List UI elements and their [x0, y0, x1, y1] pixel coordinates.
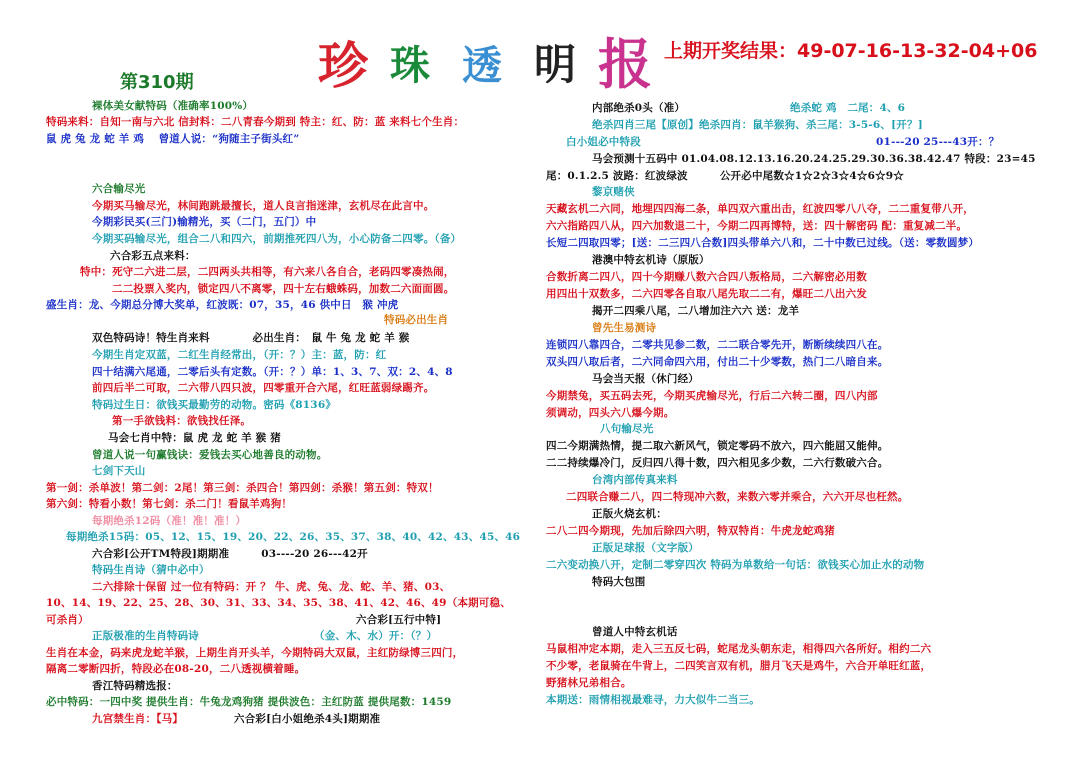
left-line-19: 曾道人说一句赢钱诀：爱钱去买心地善良的动物。: [92, 449, 328, 461]
right-line-7: 黎京赌侠: [592, 186, 635, 198]
right-line-12: 合数折离二四八，四十今期赚八数六合四八叛格局，二六解密必用数: [546, 271, 867, 283]
left-line-23: 每期绝杀12码（准！准！准！）: [92, 515, 247, 527]
right-line-33: 不少零，老鼠骑在牛背上，二四笑言双有机，腊月飞天是鸡牛，六合开单旺红蓝，: [546, 660, 932, 672]
title-char-3: 透: [462, 42, 502, 89]
title-char-4: 明: [534, 40, 577, 89]
left-line-6: 今期买码输尽光，组合二八和四六，前期推死四八为，小心防备二四零。（备）: [92, 233, 462, 245]
right-line-27: 二八二四今期现，先加后除四六明，特双特肖：牛虎龙蛇鸡猪: [546, 525, 835, 537]
right-line-22: 四二今期满热情，提二取六新风气，锁定零码不放六，四六能屈又能伸。: [546, 440, 889, 452]
right-line-2: 绝杀四肖三尾【原创】绝杀四肖：鼠羊猴狗、杀三尾：3-5-6、[开？]: [592, 119, 923, 131]
left-line-3: 六合输尽光: [92, 183, 146, 195]
left-line-24: 每期绝杀15码：05、12、15、19、20、22、26、35、37、38、40、42、43、45、46: [66, 531, 521, 543]
left-line-26: 特码生肖诗（猜中必中）: [92, 564, 210, 576]
right-line-31: 曾道人中特玄机话: [592, 626, 678, 638]
left-line-9: 二二投票入奖内，锁定四八不离零，四十左右蛾蛛码，加数二六面面圆。: [112, 283, 455, 295]
left-line-5: 今期彩民买(三门)输精光，买（二门，五门）中: [92, 216, 317, 228]
right-line-25: 二四联合赚二八，四二特现冲六数，来数六零并乘合，六六开尽也枉然。: [566, 491, 909, 503]
right-line-24: 台湾内部传真来料: [592, 474, 678, 486]
left-line-14: 四十结满六尾通，二零后头有定数。（开：？）单：1、3、7、双：2、4、8: [92, 366, 453, 378]
right-line-32: 马鼠相冲定本期，走入三五反七码，蛇尾龙头朝东走，相得四六各所好。相约二六: [546, 643, 932, 655]
left-line-13: 今期生肖定双蓝，二红生肖经常出，（开：？）主：蓝，防：红: [92, 349, 387, 361]
left-line-38: 六合彩[白小姐绝杀4头]期期准: [234, 713, 381, 725]
title-char-1: 珍: [318, 36, 368, 95]
right-line-11: 港澳中特玄机诗（原版）: [592, 254, 710, 266]
left-line-4: 今期买马输尽光，林间跑跳最擅长，道人良言指迷津，玄机尽在此言中。: [92, 200, 435, 212]
right-line-6: 尾：0.1.2.5 波路：红波绿波 公开必中尾数☆1☆2☆3☆4☆6☆9☆: [546, 170, 904, 182]
left-line-31: 正版极准的生肖特码诗: [92, 630, 199, 642]
left-line-25: 六合彩[公开TM特段]期期准 03----20 26---42开: [92, 548, 368, 560]
title-char-2: 珠: [390, 42, 430, 89]
issue-number: 第310期: [120, 72, 194, 93]
right-line-16: 连锁四八靠四合，二零共见参二数，二二联合零先开，断断续续四八在。: [546, 339, 889, 351]
right-line-3: 白小姐必中特段: [566, 136, 641, 148]
right-line-20: 须调动，四头六八爆今期。: [546, 407, 675, 419]
right-line-1: 绝杀蛇 鸡 二尾：4、6: [790, 102, 906, 114]
right-line-13: 用四出十双数多，二六四零各自取八尾先取二二有，爆旺二八出六发: [546, 288, 867, 300]
left-line-28: 10、14、19、22、25、28、30、31、33、34、35、38、41、42、46、49（本期可稳、: [46, 597, 511, 609]
left-line-30: 六合彩[五行中特]: [356, 614, 442, 626]
left-line-34: 隔离二零断四折，特段必在08-20，二八透视横着睡。: [46, 663, 306, 675]
right-line-28: 正版足球报（文字版）: [592, 542, 699, 554]
left-line-35: 香江特码精选报：: [92, 680, 178, 692]
right-line-29: 二六变动换八开，定制二零穿四次 特码为单数给一句话：欲钱买心加止水的动物: [546, 559, 925, 571]
left-line-7: 六合彩五点来料：: [110, 250, 196, 262]
left-line-8: 特中：死守二六进二层，二四两头共相等，有六来八各自合，老码四零凑热闹，: [80, 266, 455, 278]
left-line-20: 七剑下天山: [92, 465, 146, 477]
right-line-18: 马会当天报（休门经）: [592, 373, 699, 385]
left-line-2: 鼠 虎 兔 龙 蛇 羊 鸡 曾道人说：“狗随主子街头红”: [46, 133, 300, 145]
right-line-35: 本期送：雨情相视最难寻，力大似牛二当三。: [546, 694, 760, 706]
left-line-29: 可杀肖）: [46, 614, 89, 626]
right-line-5: 马会预测十五码中 01.04.08.12.13.16.20.24.25.29.30.36.38.42.47 特段：23=45: [592, 153, 1036, 165]
right-line-14: 揭开二四乘八尾，二八增加注六六 送：龙羊: [592, 305, 800, 317]
left-line-12: 双色特码诗！特生肖来料 必出生肖： 鼠 牛 兔 龙 蛇 羊 猴: [92, 332, 410, 344]
left-line-37: 九宫禁生肖：【马】: [92, 713, 184, 725]
right-line-0: 内部绝杀0头（准）: [592, 102, 686, 114]
left-line-27: 二六排除十保留 过一位有特码：开 ？ 牛、虎、兔、龙、蛇、羊、猪、03、: [92, 581, 451, 593]
right-line-9: 六六指路四八从，四六加数退二十，今期二四再博特，送：四十解密码 配：重复减二半。: [546, 220, 968, 232]
last-result: 上期开奖结果：49-07-16-13-32-04+06: [664, 40, 1038, 62]
left-line-18: 马会七肖中特：鼠 虎 龙 蛇 羊 猴 猪: [108, 432, 281, 444]
right-line-19: 今期禁兔，买五码去死，今期买虎输尽光，行后二六转二圈，四八内部: [546, 390, 878, 402]
left-line-11: 特码必出生肖: [384, 314, 449, 326]
right-line-17: 双头四八取后者，二六同命四六用，付出二十少零数，热门二八暗自来。: [546, 356, 889, 368]
left-line-10: 盛生肖：龙、今期总分博大奖单，红波既：07，35，46 供中日 猴 冲虎: [46, 299, 399, 311]
left-line-21: 第一剑：杀单波！第二剑：2尾！第三剑：杀四合！第四剑：杀猴！第五剑：特双！: [46, 482, 439, 494]
left-line-36: 必中特码：一四中奖 提供生肖：牛兔龙鸡狗猪 提供波色：主红防蓝 提供尾数：1459: [46, 696, 452, 708]
right-line-23: 二二持续爆冷门，反归四八得十数，四六相见多少数，二六行数破六合。: [546, 457, 889, 469]
right-line-30: 特码大包围: [592, 576, 646, 588]
right-line-10: 长短二四取四零；[送：二三四八合数]四头带单六八和，二十中数已过线。（送：零数圆梦）: [546, 237, 980, 249]
left-line-16: 特码过生日：欲钱买最勤劳的动物。密码《8136》: [92, 399, 337, 411]
left-line-33: 生肖在本金，码来虎龙蛇羊猴，上期生肖开头羊，今期特码大双鼠，主红防绿博三四门，: [46, 647, 464, 659]
right-line-8: 天藏玄机二六同，地埋四四海二条，单四双六重出击，红波四零八八夺，二二重复带八开，: [546, 203, 974, 215]
left-line-17: 第一手欲钱料：欲钱找任泽。: [112, 415, 252, 427]
right-line-21: 八句输尽光: [600, 423, 654, 435]
left-line-22: 第六剑：特看小数！第七剑：杀二门！看鼠羊鸡狗！: [46, 498, 293, 510]
right-line-4: 01---20 25---43开：？: [876, 136, 1000, 148]
right-line-26: 正版火烧玄机：: [592, 508, 667, 520]
left-line-1: 特码来料：自知一南与六北 信封料：二八青春今期到 特主：红、防：蓝 来料七个生肖：: [46, 116, 465, 128]
left-line-15: 前四后半二可取，二六带八四只波，四零重开合六尾，红旺蓝弱绿踢齐。: [92, 382, 435, 394]
title-char-5: 报: [598, 32, 652, 96]
right-line-15: 曾先生易测诗: [592, 322, 657, 334]
left-line-0: 裸体美女献特码（准确率100%）: [92, 100, 254, 112]
left-line-32: （金、木、水）开：（？）: [314, 630, 438, 642]
right-line-34: 野猪林兄弟相合。: [546, 677, 632, 689]
